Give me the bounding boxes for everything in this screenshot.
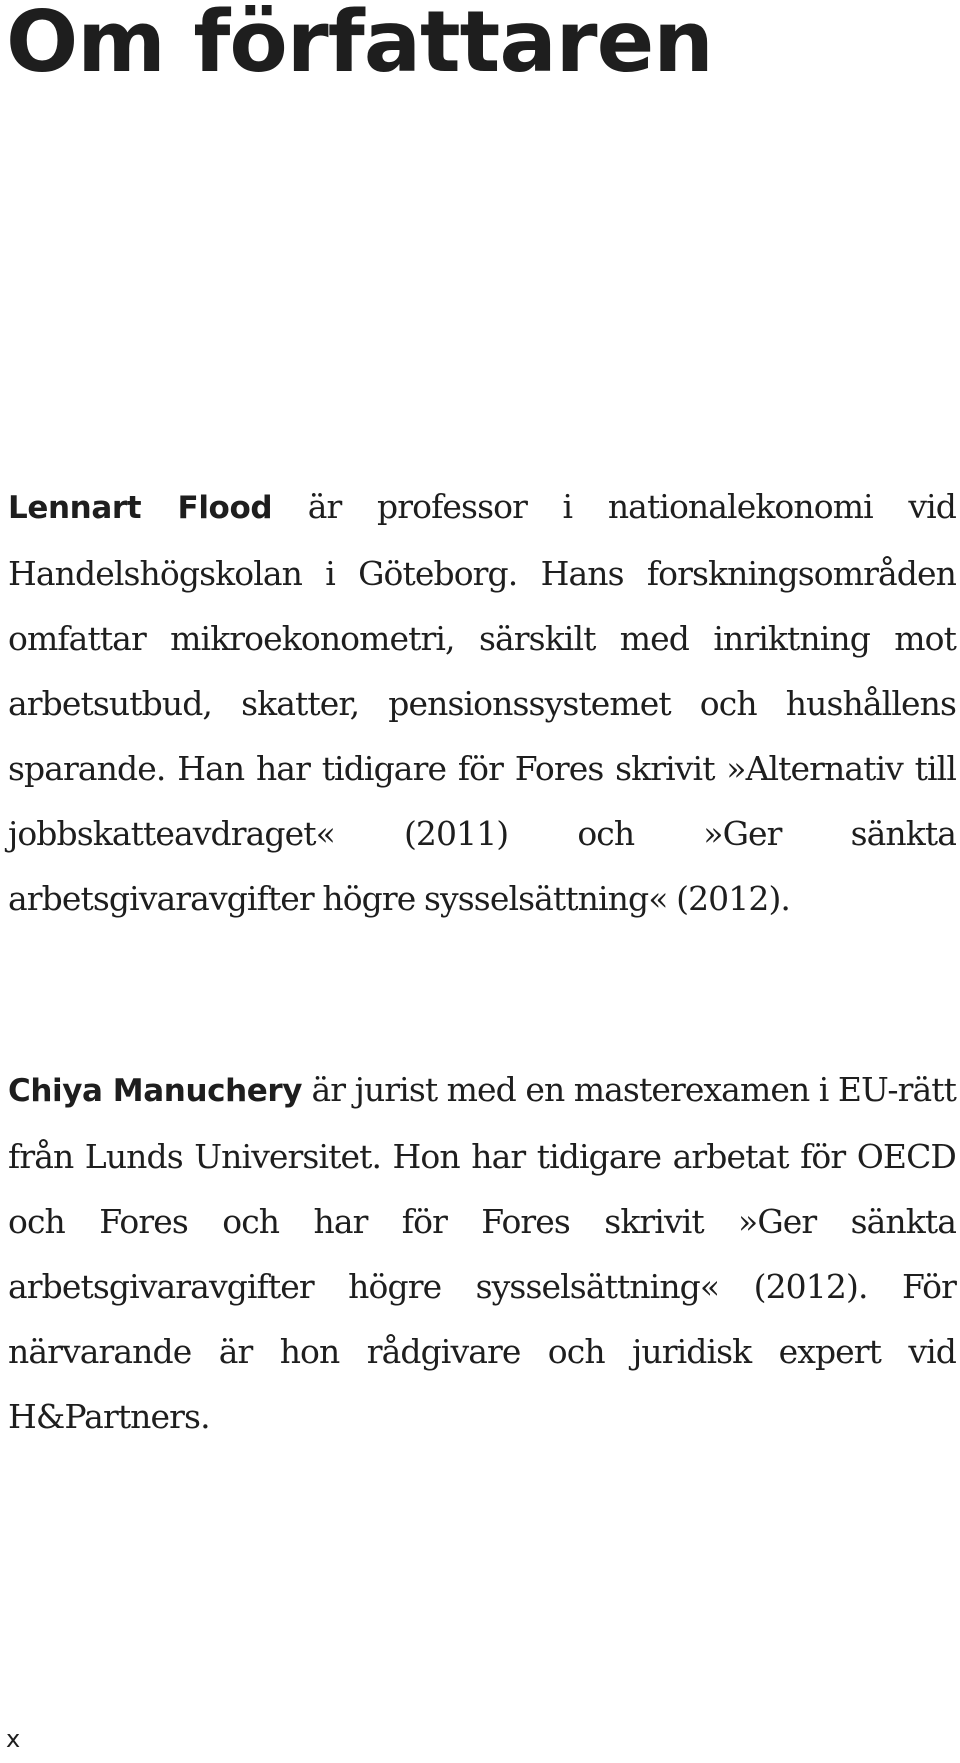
page-title: Om författaren: [6, 0, 713, 92]
author-bio-text: är jurist med en masterexamen i EU-rätt från Lunds Universitet. Hon har tidigare arbetat för OECD och Fores och har för Fores skrivit »Ger sänkta arbetsgivaravgifter högre sysselsättning« (2012). För närvarande är hon rådgivare och juridisk expert vid H&Partners.: [8, 1070, 956, 1436]
author-bio-lennart-flood: [8, 474, 956, 931]
author-name: Lennart Flood: [8, 490, 273, 526]
page-number: x: [6, 1725, 21, 1753]
author-bio-chiya-manuchery: [8, 1057, 956, 1449]
author-name: Chiya Manuchery: [8, 1073, 303, 1109]
author-bio-text: är professor i nationalekonomi vid Handelshögskolan i Göteborg. Hans forskningsområden omfattar mikroekonometri, särskilt med inriktning mot arbetsutbud, skatter, pensionssystemet och hushållens sparande. Han har tidigare för Fores skrivit »Alternativ till jobbskatteavdraget« (2011) och »Ger sänkta arbetsgivaravgifter högre sysselsättning« (2012).: [8, 487, 956, 918]
